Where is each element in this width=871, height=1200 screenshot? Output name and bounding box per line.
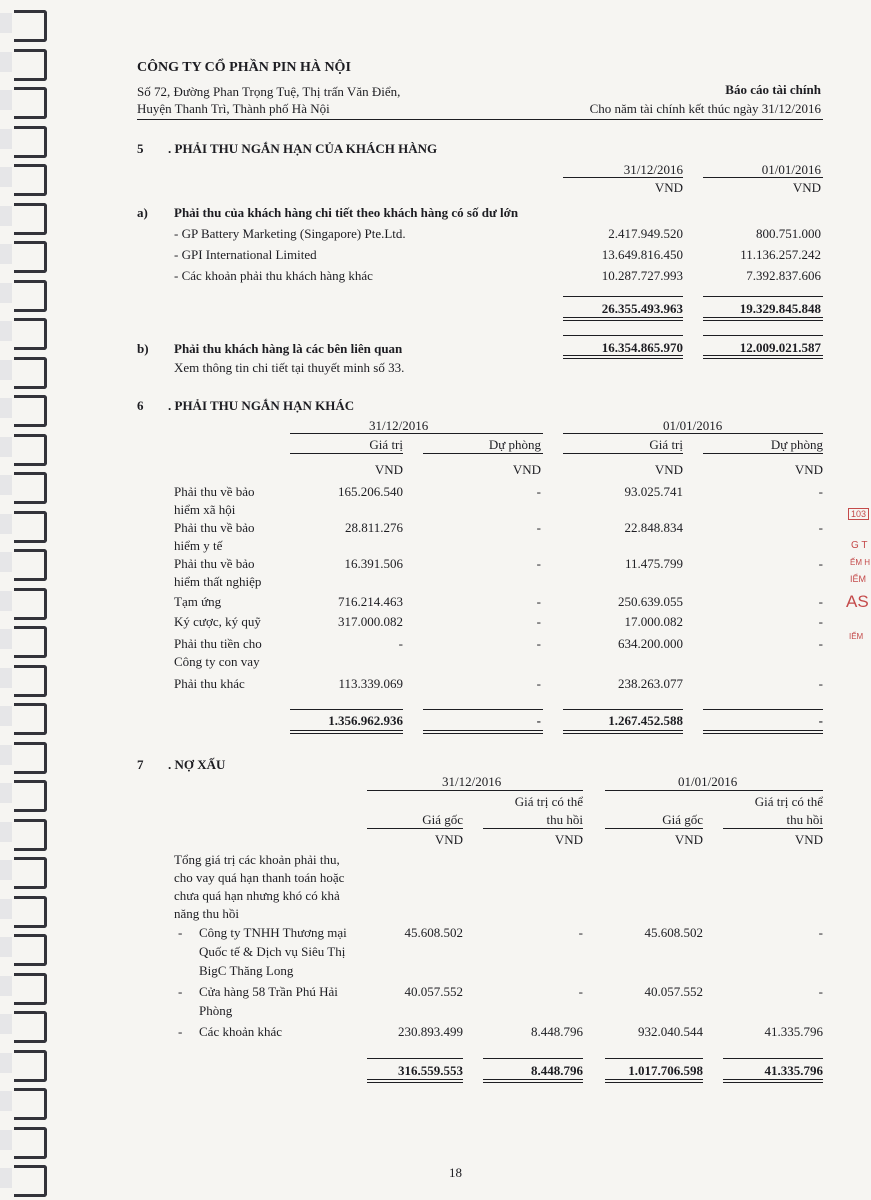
binding-hole <box>0 398 12 418</box>
s6-h-rule3 <box>563 453 683 454</box>
s7-row-bullet: - <box>178 925 183 940</box>
s5-row-col1: 13.649.816.450 <box>601 247 683 262</box>
page-number: 18 <box>449 1165 462 1180</box>
s6-row-prov1: - <box>536 676 541 691</box>
s6-row-prov2: - <box>818 594 823 609</box>
s6-row-label: Phải thu về bảo <box>174 484 255 499</box>
s7-desc-line3: chưa quá hạn nhưng khó có khả <box>174 888 340 903</box>
binding-ring <box>14 549 47 581</box>
s6-total-d: - <box>818 713 823 728</box>
s6-row-prov2: - <box>818 556 823 571</box>
s6-total-a: 1.356.962.936 <box>328 713 403 728</box>
binding-hole <box>0 745 12 765</box>
binding-hole <box>0 899 12 919</box>
s7-desc-line2: cho vay quá hạn thanh toán hoặc <box>174 870 345 885</box>
binding-hole <box>0 321 12 341</box>
binding-hole <box>0 437 12 457</box>
s7-row-label: Các khoản khác <box>199 1024 283 1039</box>
binding-ring <box>14 588 47 620</box>
s7-unit1: VND <box>434 832 463 847</box>
binding-ring <box>14 665 47 697</box>
binding-ring <box>14 10 47 42</box>
s5-a-title: Phải thu của khách hàng chi tiết theo khách hàng có số dư lớn <box>174 205 519 220</box>
binding-ring <box>14 164 47 196</box>
s6-row-value1: 16.391.506 <box>344 556 403 571</box>
s6-row-value2: 17.000.082 <box>624 614 683 629</box>
s7-date1-rule <box>367 790 583 791</box>
binding-hole <box>0 1091 12 1111</box>
s6-row-value1: 113.339.069 <box>338 676 403 691</box>
s6-row-label: Phải thu về bảo <box>174 520 255 535</box>
s6-total-b: - <box>536 713 541 728</box>
s7-unit2: VND <box>554 832 583 847</box>
s6-total-top-rule2 <box>423 709 543 710</box>
s6-date2-rule <box>563 433 823 434</box>
report-title: Báo cáo tài chính <box>725 82 821 97</box>
stamp-text-3: ẾM H <box>850 558 870 567</box>
binding-ring <box>14 434 47 466</box>
company-address-line1: Số 72, Đường Phan Trọng Tuệ, Thị trấn Văn Điển, <box>137 84 401 99</box>
company-address-line2: Huyện Thanh Trì, Thành phố Hà Nội <box>137 101 330 116</box>
binding-hole <box>0 668 12 688</box>
s6-row-label: Phải thu khác <box>174 676 245 691</box>
binding-hole <box>0 206 12 226</box>
binding-hole <box>0 783 12 803</box>
s6-total-double1 <box>290 730 403 734</box>
s7-row-recov1: 8.448.796 <box>531 1024 583 1039</box>
s5-row-col2: 7.392.837.606 <box>746 268 821 283</box>
s7-total-double4 <box>723 1079 823 1083</box>
s5-row-col2: 800.751.000 <box>756 226 821 241</box>
section-6-title: . PHẢI THU NGẮN HẠN KHÁC <box>168 398 355 413</box>
s6-row-label: Ký cược, ký quỹ <box>174 614 261 629</box>
s7-total-top-rule1 <box>367 1058 463 1059</box>
binding-hole <box>0 90 12 110</box>
s7-total-top-rule3 <box>605 1058 703 1059</box>
s6-row-value2: 634.200.000 <box>618 636 683 651</box>
stamp-text-5: AS <box>846 592 869 611</box>
s5-row-col1: 2.417.949.520 <box>608 226 683 241</box>
s6-total-double2 <box>423 730 543 734</box>
binding-hole <box>0 629 12 649</box>
s6-row-value2: 238.263.077 <box>618 676 683 691</box>
binding-hole <box>0 860 12 880</box>
s5-row-name: - GP Battery Marketing (Singapore) Pte.Ltd. <box>174 226 406 241</box>
s6-row-value1: 165.206.540 <box>338 484 403 499</box>
s7-row-cost1: 230.893.499 <box>398 1024 463 1039</box>
s7-unit4: VND <box>794 832 823 847</box>
s5-b-label: b) <box>137 341 149 356</box>
binding-ring <box>14 318 47 350</box>
s6-total-double3 <box>563 730 683 734</box>
s7-desc-line1: Tổng giá trị các khoản phải thu, <box>174 852 340 867</box>
binding-ring <box>14 241 47 273</box>
binding-hole <box>0 937 12 957</box>
section-6-number: 6 <box>137 398 144 413</box>
binding-ring <box>14 1050 47 1082</box>
s7-h-recov1-l1: Giá trị có thể <box>514 794 583 809</box>
s6-h-value1: Giá trị <box>369 437 403 452</box>
s6-row-value1: 28.811.276 <box>344 520 403 535</box>
s7-total-double1 <box>367 1079 463 1083</box>
s6-row-value2: 22.848.834 <box>624 520 683 535</box>
s5-row-name: - GPI International Limited <box>174 247 317 262</box>
s6-row-prov1: - <box>536 484 541 499</box>
s7-total-top-rule4 <box>723 1058 823 1059</box>
s6-row-prov2: - <box>818 614 823 629</box>
s7-h-cost2: Giá gốc <box>662 812 703 827</box>
binding-hole <box>0 514 12 534</box>
binding-ring <box>14 626 47 658</box>
binding-ring <box>14 511 47 543</box>
stamp-text-6: IỂM <box>849 632 864 641</box>
s7-row-recov2: 41.335.796 <box>764 1024 823 1039</box>
s6-row-prov1: - <box>536 614 541 629</box>
binding-hole <box>0 475 12 495</box>
s6-unit2: VND <box>512 462 541 477</box>
s7-h-rule4 <box>723 828 823 829</box>
binding-ring <box>14 1165 47 1197</box>
stamp-text-4: IỂM <box>850 574 867 584</box>
s5-b-top-rule2 <box>703 335 823 336</box>
binding-ring <box>14 126 47 158</box>
s7-row-recov2: - <box>818 925 823 940</box>
s7-h-rule3 <box>605 828 703 829</box>
binding-ring <box>14 87 47 119</box>
s7-total-b: 8.448.796 <box>531 1063 583 1078</box>
s6-h-prov2: Dự phòng <box>770 437 823 452</box>
binding-ring <box>14 472 47 504</box>
stamp-text-2: G T <box>851 540 868 551</box>
s6-h-rule1 <box>290 453 403 454</box>
s6-row-label: Phải thu tiền cho <box>174 636 262 651</box>
s5-b-double-rule1 <box>563 355 683 359</box>
s7-row-recov2: - <box>818 984 823 999</box>
binding-ring <box>14 357 47 389</box>
binding-ring <box>14 896 47 928</box>
binding-ring <box>14 703 47 735</box>
company-name: CÔNG TY CỔ PHẦN PIN HÀ NỘI <box>137 60 351 75</box>
s6-row-prov2: - <box>818 676 823 691</box>
s5-row-col1: 10.287.727.993 <box>601 268 683 283</box>
s6-total-c: 1.267.452.588 <box>608 713 683 728</box>
binding-ring <box>14 742 47 774</box>
s6-row-value1: 317.000.082 <box>338 614 403 629</box>
s7-total-top-rule2 <box>483 1058 583 1059</box>
binding-ring <box>14 1088 47 1120</box>
binding-ring <box>14 1127 47 1159</box>
s5-total-double-rule1 <box>563 317 683 321</box>
binding-hole <box>0 167 12 187</box>
s6-date1: 31/12/2016 <box>369 418 429 433</box>
s6-h-rule2 <box>423 453 543 454</box>
section-5-title: . PHẢI THU NGẮN HẠN CỦA KHÁCH HÀNG <box>168 141 438 156</box>
s6-total-top-rule1 <box>290 709 403 710</box>
s7-row-recov1: - <box>578 925 583 940</box>
s5-b-col2: 12.009.021.587 <box>739 340 821 355</box>
s6-row-label-cont: hiểm thất nghiệp <box>174 574 262 589</box>
s7-row-cost2: 932.040.544 <box>638 1024 703 1039</box>
s6-row-value2: 11.475.799 <box>624 556 683 571</box>
s5-total-double-rule2 <box>703 317 823 321</box>
s6-unit4: VND <box>794 462 823 477</box>
s5-b-title: Phải thu khách hàng là các bên liên quan <box>174 341 403 356</box>
s5-col2-unit: VND <box>792 180 821 195</box>
s7-h-recov2-l2: thu hồi <box>786 812 823 827</box>
binding-ring <box>14 934 47 966</box>
s6-row-prov1: - <box>536 594 541 609</box>
s6-row-value1: - <box>398 636 403 651</box>
s5-b-top-rule1 <box>563 335 683 336</box>
s5-subtotal-rule1 <box>563 296 683 297</box>
s5-col2-rule <box>703 177 823 178</box>
s7-row-label: Cửa hàng 58 Trần Phú Hải <box>199 984 338 999</box>
binding-hole <box>0 1168 12 1188</box>
s7-row-cost2: 40.057.552 <box>644 984 703 999</box>
s5-col1-unit: VND <box>654 180 683 195</box>
s6-row-prov1: - <box>536 520 541 535</box>
s7-row-cost1: 45.608.502 <box>404 925 463 940</box>
binding-ring <box>14 395 47 427</box>
s6-row-prov1: - <box>536 556 541 571</box>
binding-hole <box>0 13 12 33</box>
s7-row-label: Phòng <box>199 1003 233 1018</box>
s6-total-double4 <box>703 730 823 734</box>
s7-unit3: VND <box>674 832 703 847</box>
s6-row-label-cont: hiểm y tế <box>174 538 223 553</box>
s7-date2-rule <box>605 790 823 791</box>
s7-row-bullet: - <box>178 1024 183 1039</box>
binding-hole <box>0 360 12 380</box>
s5-row-col2: 11.136.257.242 <box>740 247 821 262</box>
binding-ring <box>14 280 47 312</box>
s6-row-value1: 716.214.463 <box>338 594 403 609</box>
binding-hole <box>0 552 12 572</box>
binding-hole <box>0 1053 12 1073</box>
section-5-number: 5 <box>137 141 144 156</box>
report-period: Cho năm tài chính kết thúc ngày 31/12/2016 <box>589 101 821 116</box>
binding-ring <box>14 49 47 81</box>
s6-total-top-rule4 <box>703 709 823 710</box>
s6-h-prov1: Dự phòng <box>488 437 541 452</box>
s7-total-double2 <box>483 1079 583 1083</box>
binding-hole <box>0 244 12 264</box>
binding-ring <box>14 780 47 812</box>
s6-row-prov1: - <box>536 636 541 651</box>
binding-hole <box>0 1014 12 1034</box>
binding-ring <box>14 203 47 235</box>
binding-hole <box>0 1130 12 1150</box>
s5-row-name: - Các khoản phải thu khách hàng khác <box>174 268 373 283</box>
s7-row-cost2: 45.608.502 <box>644 925 703 940</box>
s7-row-bullet: - <box>178 984 183 999</box>
binding-ring <box>14 1011 47 1043</box>
binding-hole <box>0 129 12 149</box>
binding-ring <box>14 819 47 851</box>
s6-row-label: Phải thu về bảo <box>174 556 255 571</box>
s6-date2: 01/01/2016 <box>663 418 723 433</box>
s7-desc-line4: năng thu hồi <box>174 906 239 921</box>
s7-row-label: Quốc tế & Dịch vụ Siêu Thị <box>199 944 346 959</box>
s6-row-label-cont: hiểm xã hội <box>174 502 236 517</box>
binding-ring <box>14 973 47 1005</box>
s5-a-label: a) <box>137 205 148 220</box>
s6-row-prov2: - <box>818 636 823 651</box>
s6-total-top-rule3 <box>563 709 683 710</box>
section-7-title: . NỢ XẤU <box>168 757 226 772</box>
s5-total-col2: 19.329.845.848 <box>739 301 821 316</box>
s6-h-rule4 <box>703 453 823 454</box>
s6-date1-rule <box>290 433 543 434</box>
s5-b-col1: 16.354.865.970 <box>601 340 683 355</box>
s7-h-cost1: Giá gốc <box>422 812 463 827</box>
section-7-number: 7 <box>137 757 144 772</box>
binding-hole <box>0 591 12 611</box>
s7-date2: 01/01/2016 <box>678 774 738 789</box>
s6-row-label-cont: Công ty con vay <box>174 654 260 669</box>
binding-hole <box>0 976 12 996</box>
binding-hole <box>0 822 12 842</box>
s7-h-recov2-l1: Giá trị có thể <box>754 794 823 809</box>
s6-row-prov2: - <box>818 520 823 535</box>
s7-row-label: BigC Thăng Long <box>199 963 294 978</box>
s7-total-c: 1.017.706.598 <box>628 1063 703 1078</box>
s5-b-double-rule2 <box>703 355 823 359</box>
s5-total-col1: 26.355.493.963 <box>601 301 683 316</box>
s7-total-double3 <box>605 1079 703 1083</box>
s7-row-cost1: 40.057.552 <box>404 984 463 999</box>
s7-row-label: Công ty TNHH Thương mại <box>199 925 347 940</box>
spiral-binding <box>0 0 48 1200</box>
s5-col1-date: 31/12/2016 <box>623 162 683 177</box>
s6-row-prov2: - <box>818 484 823 499</box>
s7-row-recov1: - <box>578 984 583 999</box>
s5-b-note: Xem thông tin chi tiết tại thuyết minh số 33. <box>174 360 405 375</box>
s6-unit1: VND <box>374 462 403 477</box>
s7-date1: 31/12/2016 <box>442 774 502 789</box>
s6-row-value2: 93.025.741 <box>624 484 683 499</box>
stamp-text-1: 103 <box>848 508 869 520</box>
s6-row-value2: 250.639.055 <box>618 594 683 609</box>
s5-col1-rule <box>563 177 683 178</box>
s7-h-recov1-l2: thu hồi <box>546 812 583 827</box>
s5-subtotal-rule2 <box>703 296 823 297</box>
header-rule <box>137 119 823 120</box>
s7-h-rule2 <box>483 828 583 829</box>
s6-unit3: VND <box>654 462 683 477</box>
binding-hole <box>0 706 12 726</box>
s5-col2-date: 01/01/2016 <box>761 162 821 177</box>
s7-total-a: 316.559.553 <box>398 1063 463 1078</box>
s6-h-value2: Giá trị <box>649 437 683 452</box>
binding-ring <box>14 857 47 889</box>
s6-row-label: Tạm ứng <box>174 594 222 609</box>
binding-hole <box>0 52 12 72</box>
s7-h-rule1 <box>367 828 463 829</box>
s7-total-d: 41.335.796 <box>764 1063 823 1078</box>
binding-hole <box>0 283 12 303</box>
